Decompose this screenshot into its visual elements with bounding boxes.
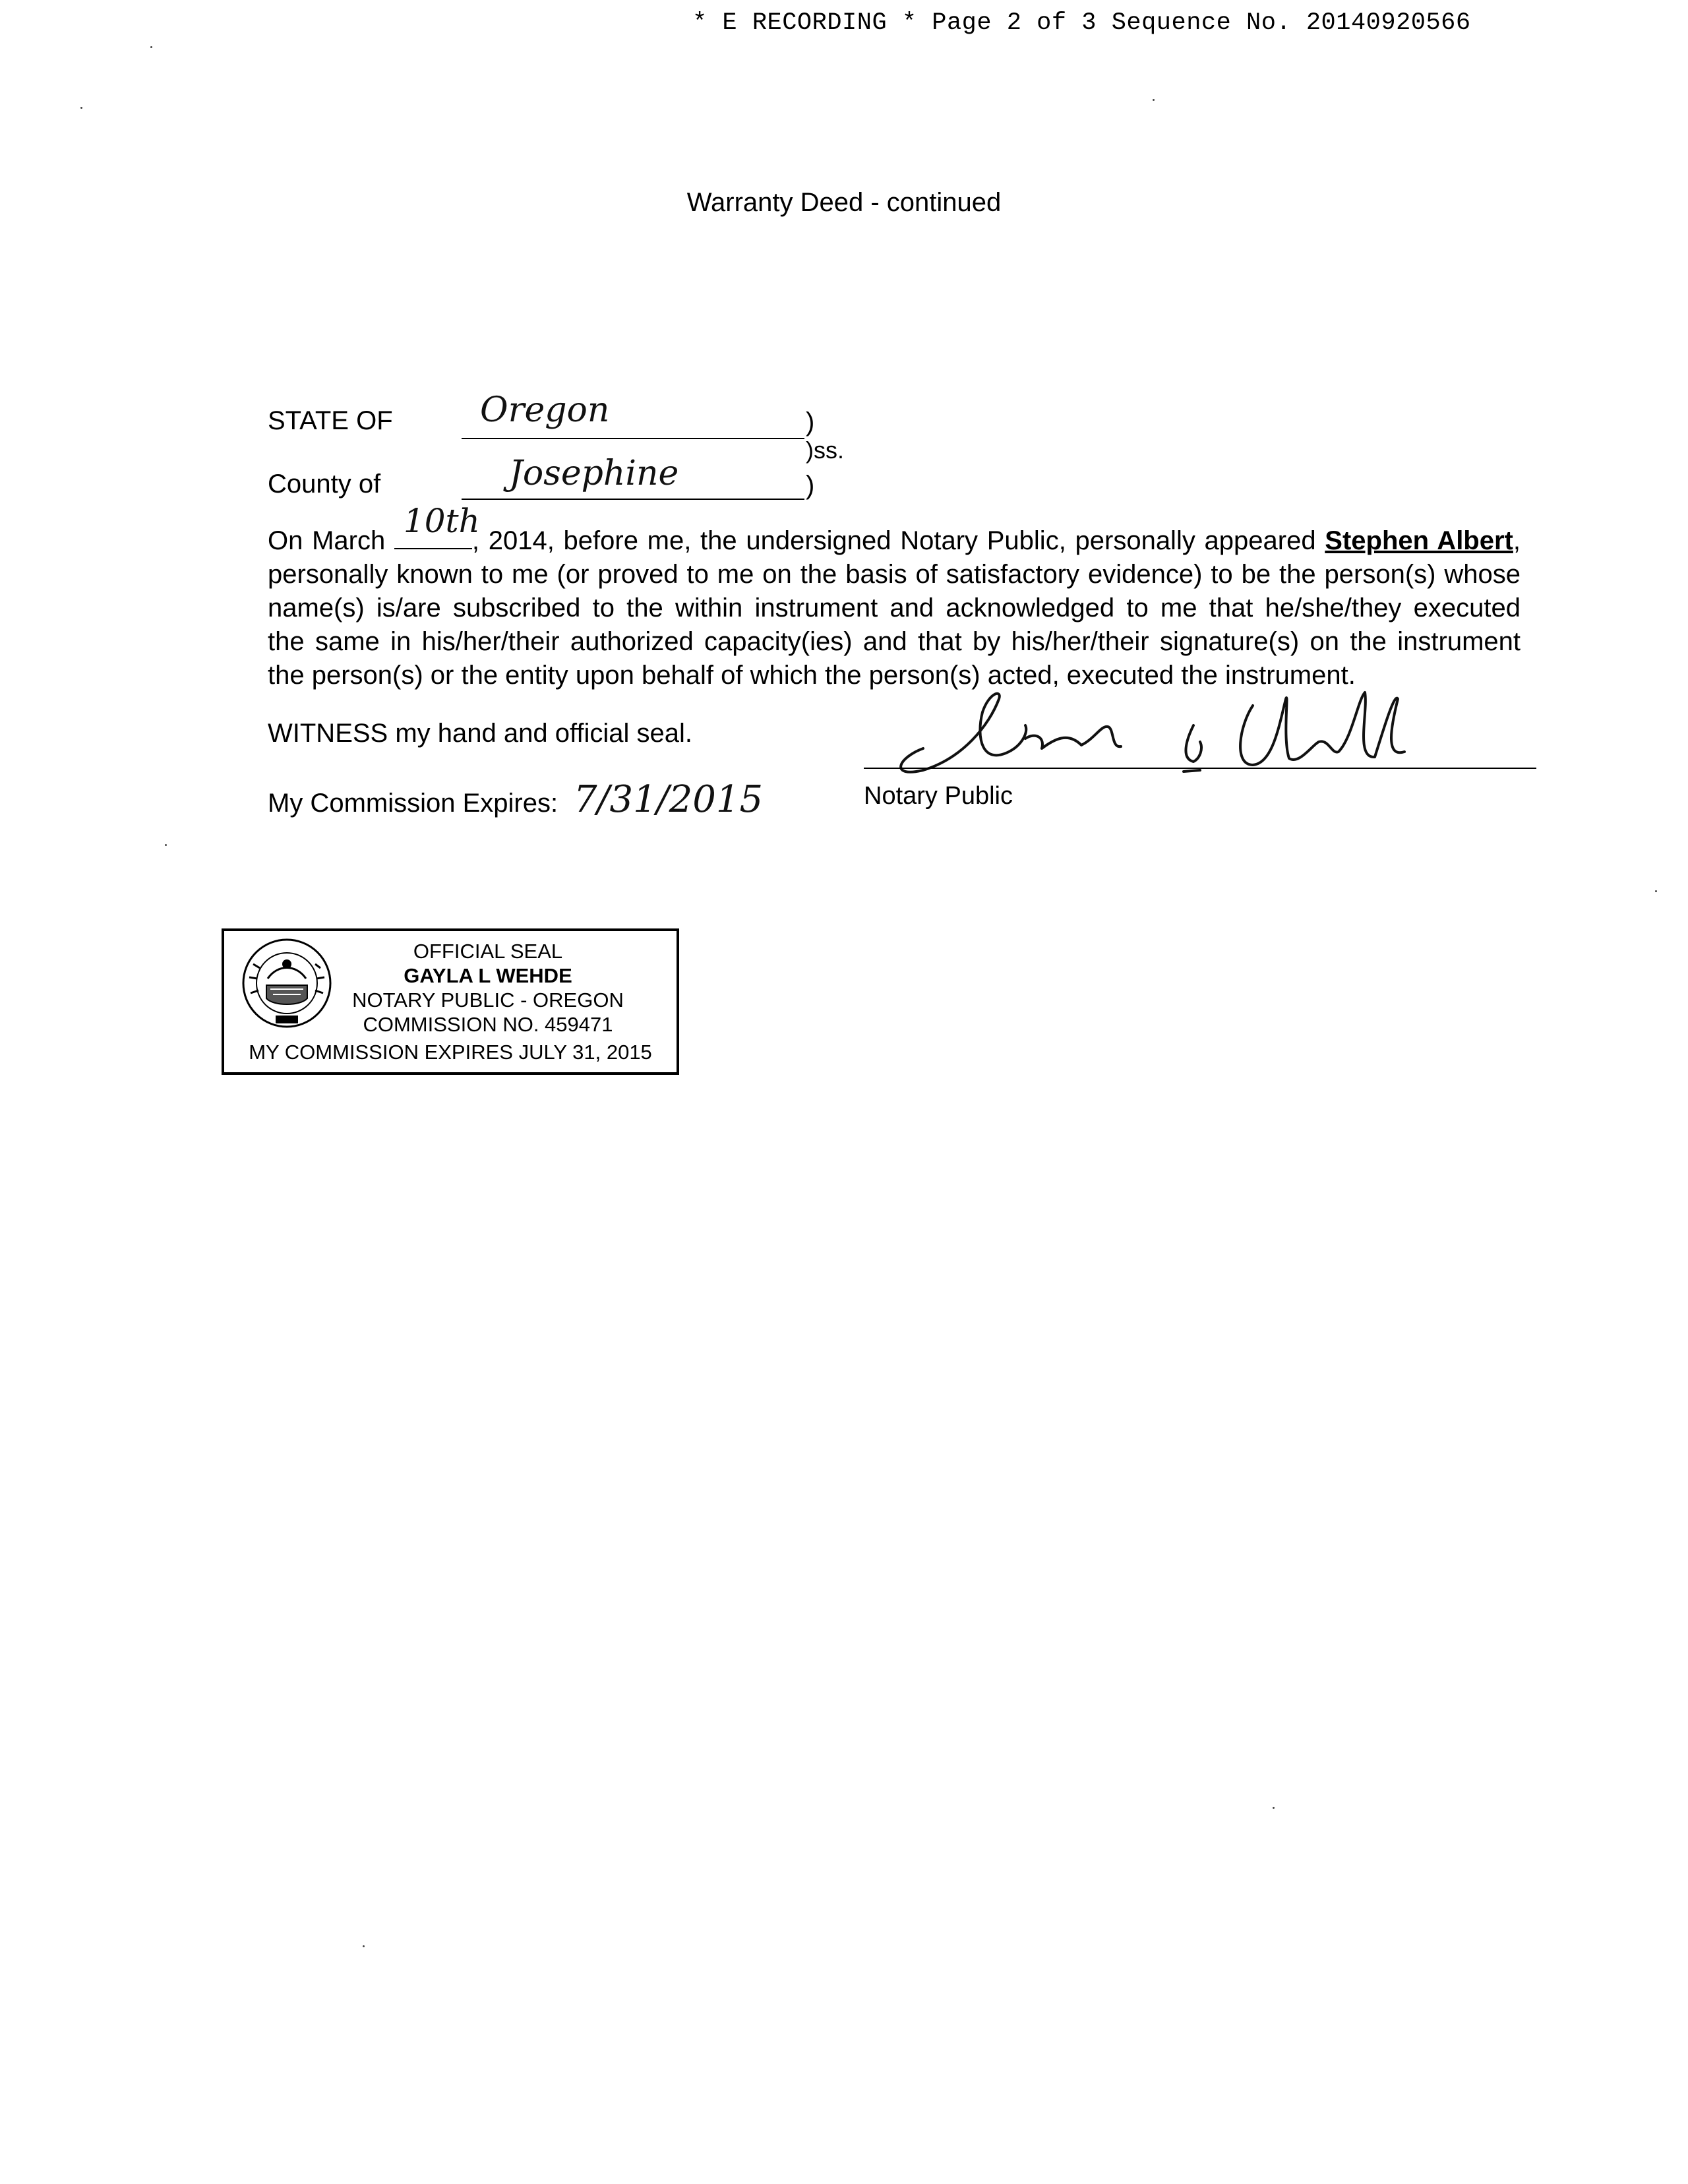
signature-line — [864, 768, 1536, 769]
seal-title: OFFICIAL SEAL — [413, 940, 563, 963]
date-handwritten: 10th — [403, 502, 480, 540]
county-label: County of — [268, 470, 381, 499]
acknowledgment-line-3: name(s) is/are subscribed to the within instrument and acknowledged to me that he/she/they executed — [268, 593, 1521, 622]
acknowledgment-line-1: On March 10th , 2014, before me, the undersigned Notary Public, personally appeared Stephen Albert, — [268, 502, 1521, 555]
acknowledgment-line-2: personally known to me (or proved to me on the basis of satisfactory evidence) to be the person(s) whose — [268, 560, 1521, 589]
county-handwritten: Josephine — [509, 454, 679, 493]
scan-speck — [1273, 1807, 1275, 1809]
witness-text: WITNESS my hand and official seal. — [268, 719, 692, 748]
acknowledgment-line-5: the person(s) or the entity upon behalf of which the person(s) acted, executed the instrument. — [268, 661, 1356, 690]
scan-speck — [150, 46, 152, 48]
date-blank — [394, 502, 480, 549]
scan-speck — [165, 844, 167, 846]
recording-header: * E RECORDING * Page 2 of 3 Sequence No. 20140920566 — [692, 9, 1471, 37]
scan-speck — [1153, 99, 1155, 101]
scan-speck — [80, 107, 82, 109]
state-handwritten: Oregon — [480, 390, 610, 430]
scan-speck — [363, 1945, 365, 1947]
notary-signature — [884, 686, 1451, 785]
signature-caption: Notary Public — [864, 782, 1013, 810]
seal-text-block — [323, 939, 653, 1037]
official-seal-stamp — [222, 928, 679, 1075]
state-line — [462, 438, 804, 439]
state-label: STATE OF — [268, 406, 393, 435]
seal-notary-name: GAYLA L WEHDE — [404, 964, 572, 987]
scan-speck — [1655, 890, 1657, 892]
seal-commission-number: COMMISSION NO. 459471 — [363, 1013, 613, 1036]
county-paren: ) — [806, 471, 815, 500]
commission-label: My Commission Expires: — [268, 789, 558, 818]
ss-mark: )ss. — [806, 437, 844, 464]
acknowledgment-line-4: the same in his/her/their authorized capacity(ies) and that by his/her/their signature(s) on the instrument — [268, 627, 1521, 656]
document-title: Warranty Deed - continued — [686, 188, 1002, 217]
commission-handwritten: 7/31/2015 — [574, 778, 764, 821]
seal-notary-state: NOTARY PUBLIC - OREGON — [352, 988, 624, 1012]
state-paren: ) — [806, 408, 815, 437]
county-line — [462, 499, 804, 500]
oregon-seal-emblem — [241, 938, 332, 1029]
appearing-person: Stephen Albert — [1325, 526, 1513, 555]
seal-commission-expiry: MY COMMISSION EXPIRES JULY 31, 2015 — [249, 1041, 652, 1064]
acknowledgment-paragraph — [268, 502, 1521, 692]
